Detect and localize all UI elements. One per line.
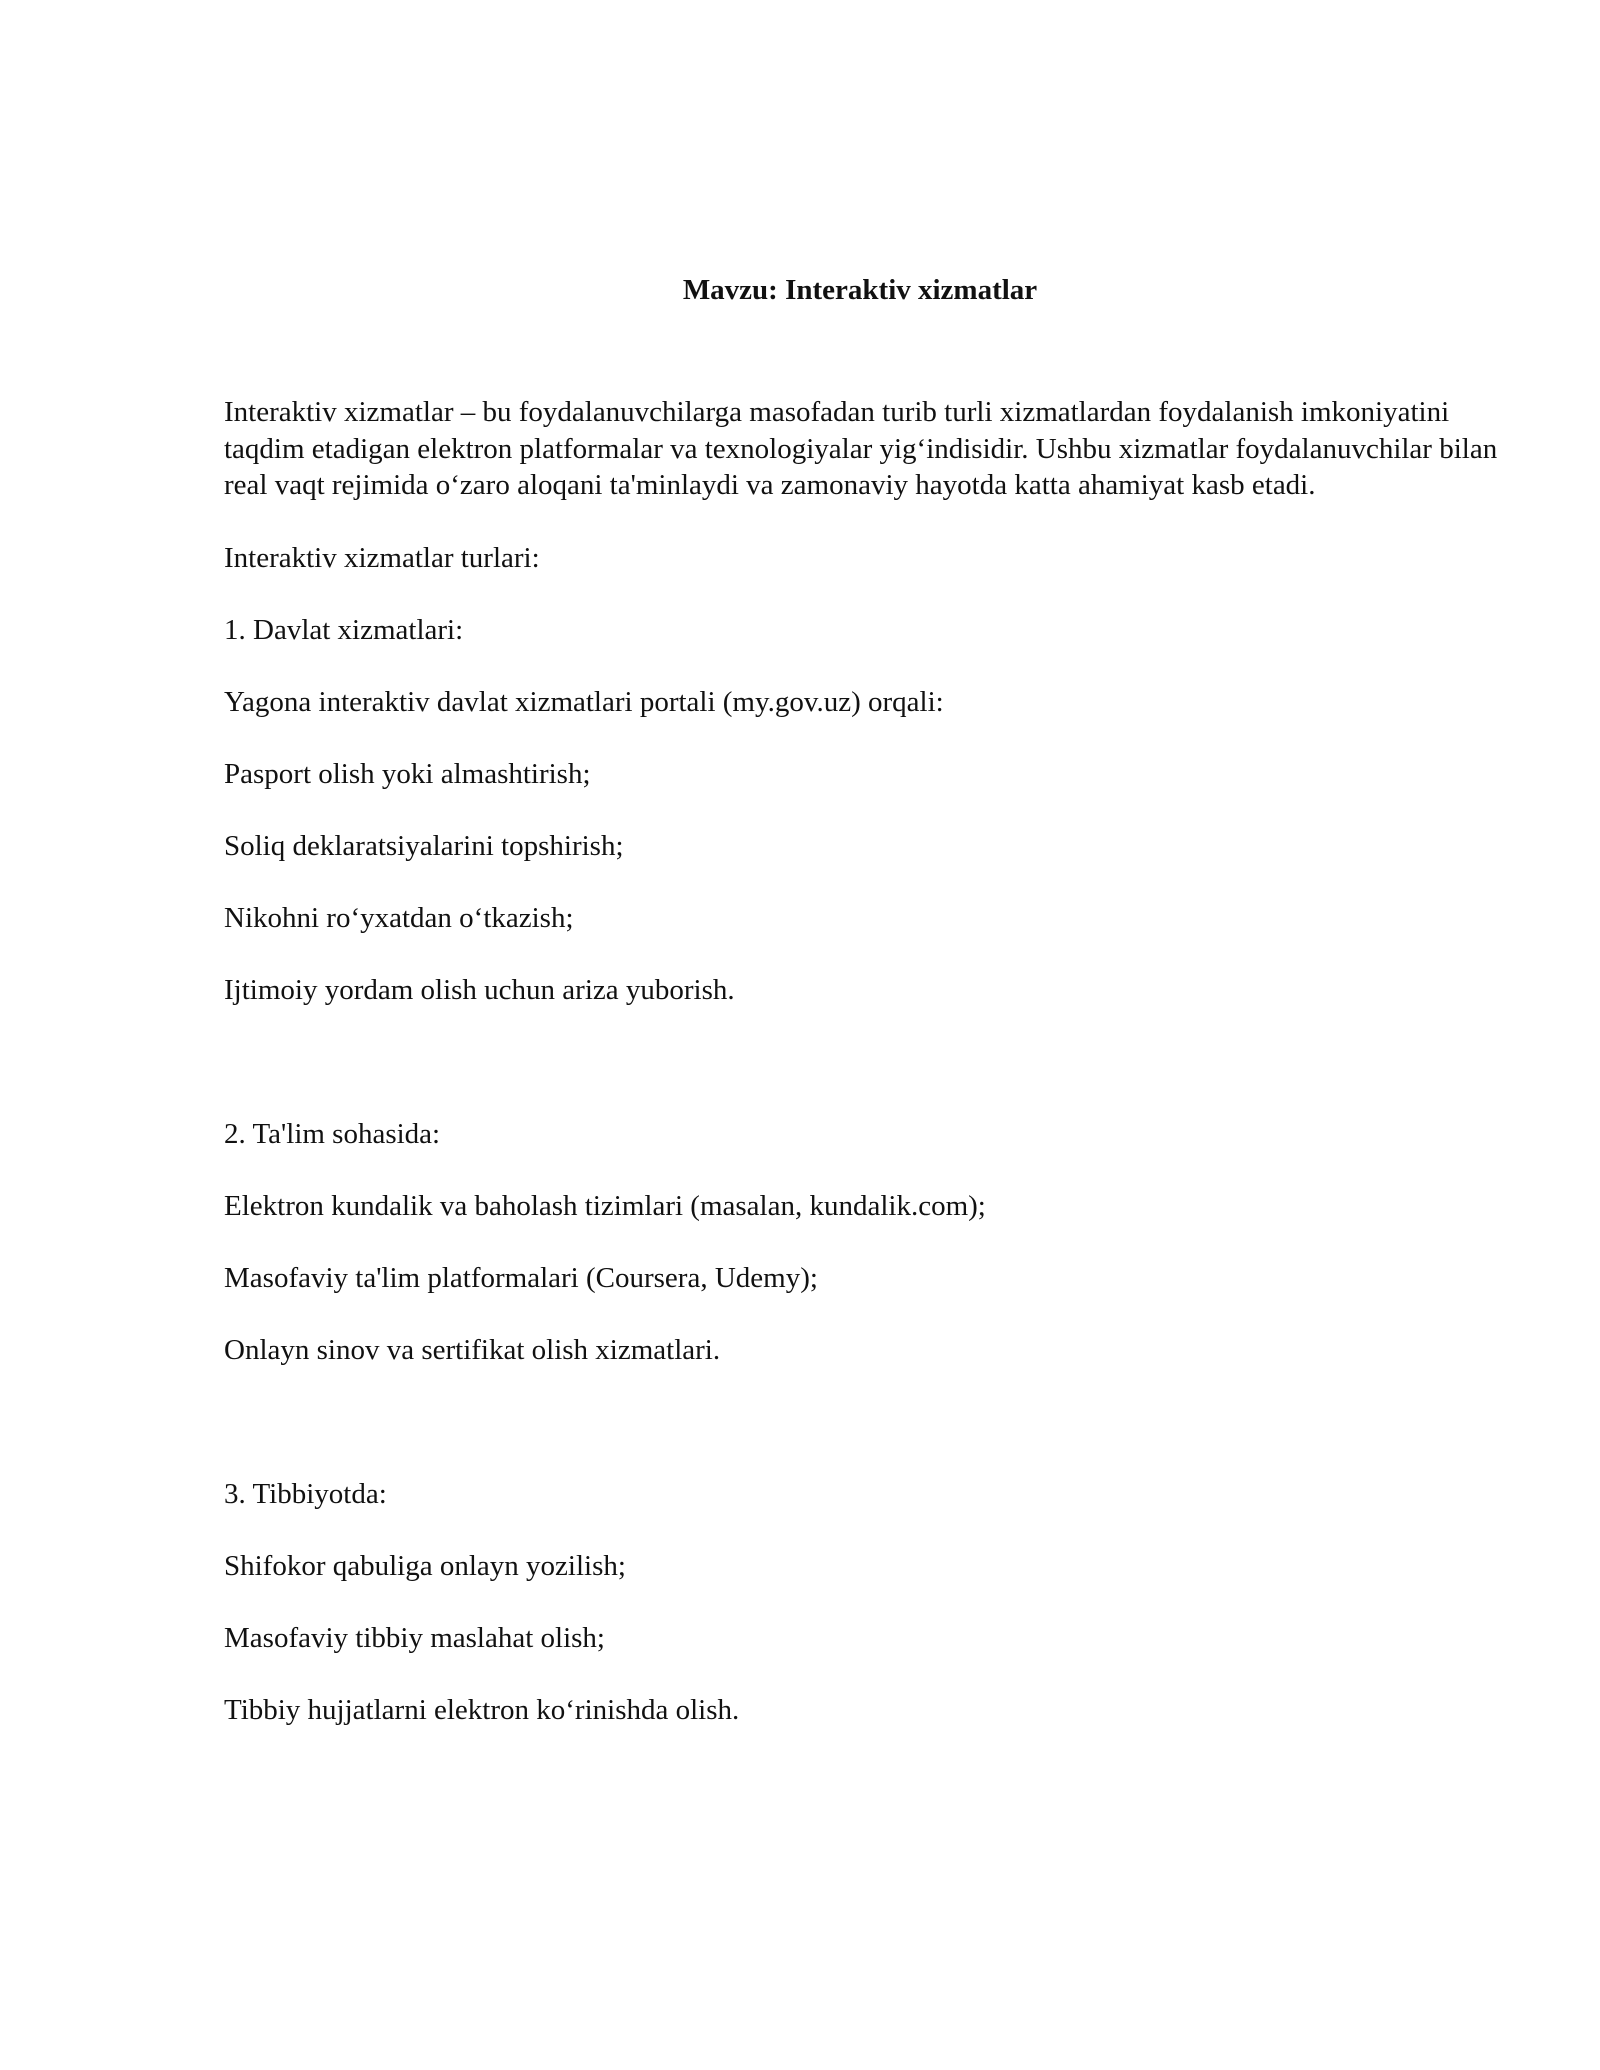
- list-item: Ijtimoiy yordam olish uchun ariza yuborish.: [224, 973, 735, 1006]
- list-item: Shifokor qabuliga onlayn yozilish;: [224, 1549, 626, 1582]
- list-item: Masofaviy ta'lim platformalari (Coursera, Udemy);: [224, 1261, 818, 1294]
- list-item: Elektron kundalik va baholash tizimlari (masalan, kundalik.com);: [224, 1189, 986, 1222]
- page-title: Mavzu: Interaktiv xizmatlar: [682, 274, 1038, 306]
- document-body: [224, 394, 1514, 1728]
- section-heading-talim: 2. Ta'lim sohasida:: [224, 1117, 441, 1150]
- list-item: Soliq deklaratsiyalarini topshirish;: [224, 829, 624, 862]
- list-item: Nikohni ro‘yxatdan o‘tkazish;: [224, 901, 574, 934]
- types-heading: Interaktiv xizmatlar turlari:: [224, 541, 540, 574]
- section-heading-davlat: 1. Davlat xizmatlari:: [224, 613, 464, 646]
- section-heading-tibbiyot: 3. Tibbiyotda:: [224, 1477, 387, 1510]
- list-item: Yagona interaktiv davlat xizmatlari portali (my.gov.uz) orqali:: [224, 685, 944, 718]
- intro-paragraph: Interaktiv xizmatlar – bu foydalanuvchilarga masofadan turib turli xizmatlardan foydalanish imkoniyatini taqdim etadigan elektron platformalar va texnologiyalar yig‘indisidir. Ushbu xizmatlar foydalanuvchilar bilan real vaqt rejimida o‘zaro aloqani ta'minlaydi va zamonaviy hayotda katta ahamiyat kasb etadi.: [224, 396, 1498, 501]
- list-item: Pasport olish yoki almashtirish;: [224, 757, 591, 790]
- list-item: Tibbiy hujjatlarni elektron ko‘rinishda olish.: [224, 1693, 740, 1726]
- list-item: Masofaviy tibbiy maslahat olish;: [224, 1621, 605, 1654]
- list-item: Onlayn sinov va sertifikat olish xizmatlari.: [224, 1333, 721, 1366]
